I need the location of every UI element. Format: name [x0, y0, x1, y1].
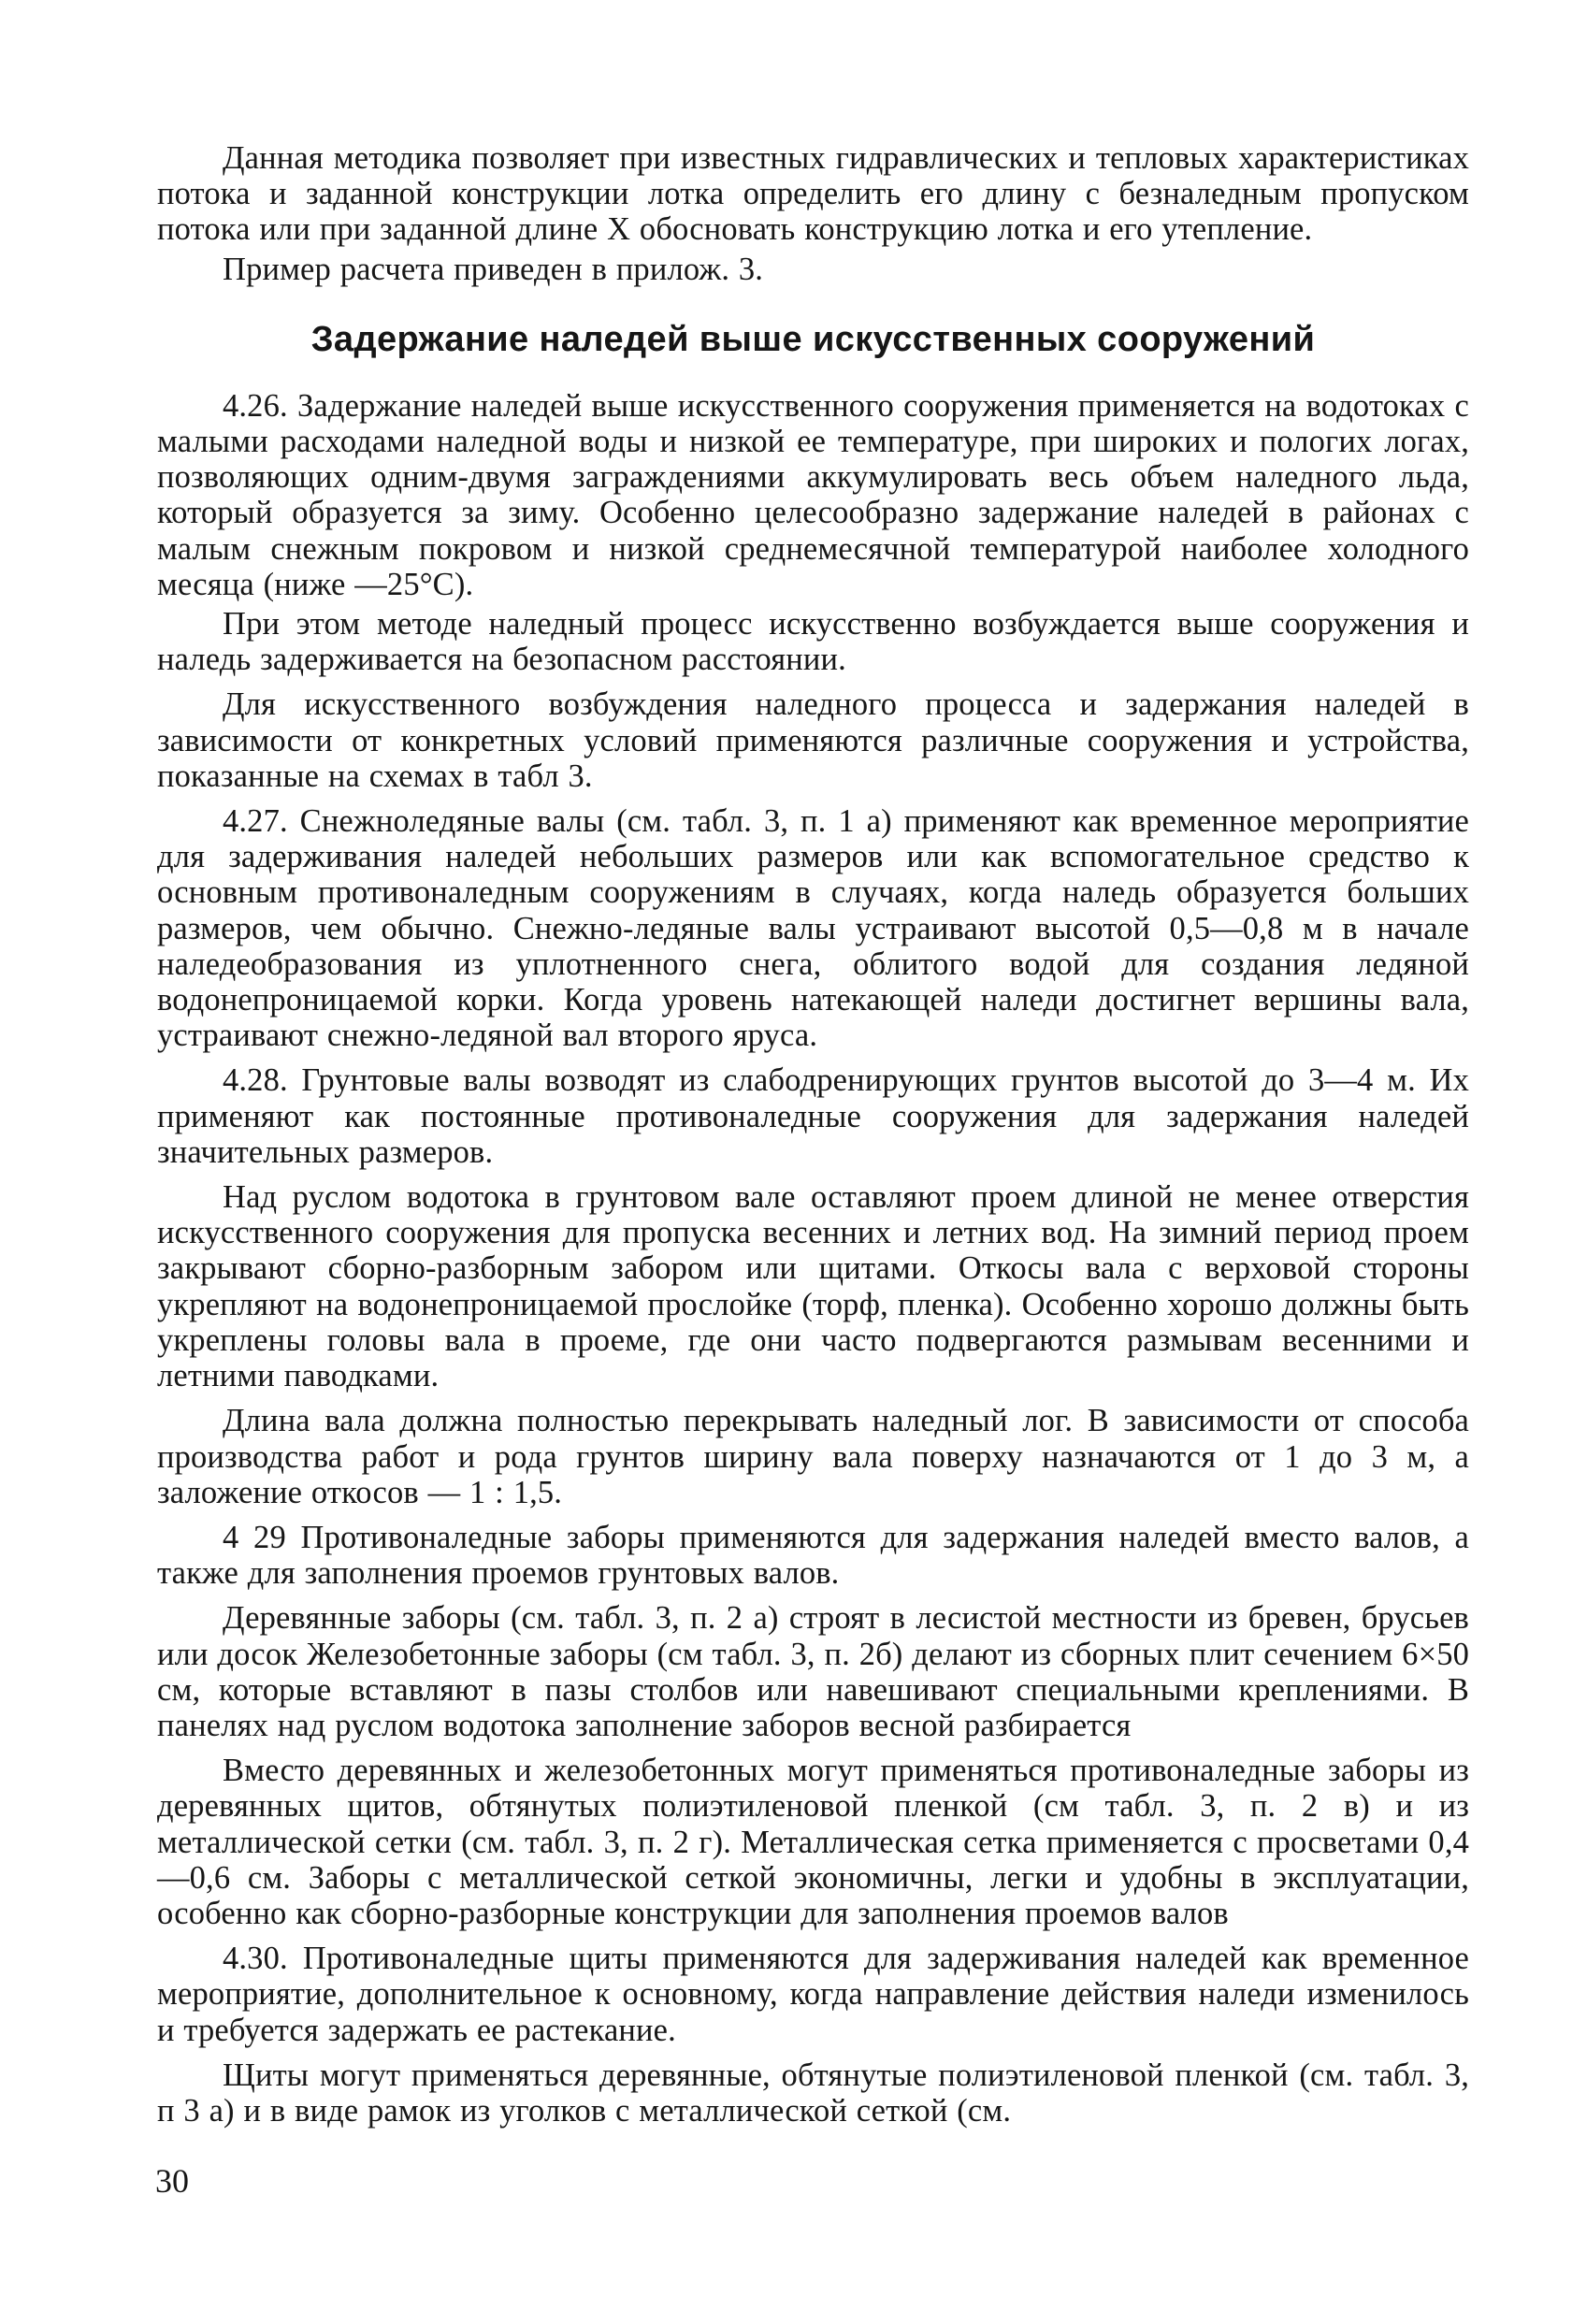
paragraph-example-reference: Пример расчета приведен в прилож. 3.: [223, 251, 764, 287]
paragraph-4-29: 4 29 Противоналедные заборы применяются для задержания наледей вместо валов, а также для заполнения проемов грунтовых валов.: [157, 1519, 1469, 1592]
paragraph-method-summary: Данная методика позволяет при известных гидравлических и тепловых характеристиках потока и заданной конструкции лотка определить его длину с безналедным пропуском потока или при заданной длине X обосновать конструкцию лотка и его утепление.: [157, 140, 1469, 248]
paragraph-alternative-fences: Вместо деревянных и железобетонных могут применяться противоналедные заборы из деревянных щитов, обтянутых полиэтиленовой пленкой (см табл. 3, п. 2 в) и из металлической сетки (см. табл. 3, п. 2 г). Металлическая сетка применяется с просветами 0,4—0,6 см. Заборы с металлической сеткой экономичны, легки и удобны в эксплуатации, особенно как сборно-разборные конструкции для заполнения проемов валов: [157, 1753, 1469, 1931]
paragraph-4-26: 4.26. Задержание наледей выше искусственного сооружения применяется на водотоках с малыми расходами наледной воды и низкой ее температуре, при широких и пологих логах, позволяющих одним-двумя заграждениями аккумулировать весь объем наледного льда, который образуется за зиму. Особенно целесообразно задержание наледей в районах с малым снежным покровом и низкой среднемесячной температурой наиболее холодного месяца (ниже —25°С).: [157, 387, 1469, 602]
paragraph-shields: Щиты могут применяться деревянные, обтянутые полиэтиленовой пленкой (см. табл. 3, п 3 а) и в виде рамок из уголков с металлической сеткой (см.: [157, 2057, 1469, 2129]
paragraph-method-note: При этом методе наледный процесс искусственно возбуждается выше сооружения и наледь задерживается на безопасном расстоянии.: [157, 606, 1469, 678]
paragraph-4-30: 4.30. Противоналедные щиты применяются для задерживания наледей как временное мероприятие, дополнительное к основному, когда направление действия наледи изменилось и требуется задержать ее растекание.: [157, 1941, 1469, 2048]
paragraph-artificial-excitation: Для искусственного возбуждения наледного процесса и задержания наледей в зависимости от конкретных условий применяются различные сооружения и устройства, показанные на схемах в табл 3.: [157, 686, 1469, 794]
paragraph-wooden-fences: Деревянные заборы (см. табл. 3, п. 2 а) строят в лесистой местности из бревен, брусьев или досок Железобетонные заборы (см табл. 3, п. 2б) делают из сборных плит сечением 6×50 см, которые вставляют в пазы столбов или навешивают специальными креплениями. В панелях над руслом водотока заполнение заборов весной разбирается: [157, 1600, 1469, 1743]
paragraph-4-28: 4.28. Грунтовые валы возводят из слабодренирующих грунтов высотой до 3—4 м. Их применяют как постоянные противоналедные сооружения для задержания наледей значительных размеров.: [157, 1062, 1469, 1170]
text-column: [157, 140, 1469, 2138]
section-heading: Задержание наледей выше искусственных сооружений: [310, 319, 1316, 359]
page-number: 30: [155, 2162, 189, 2200]
paragraph-4-27: 4.27. Снежноледяные валы (см. табл. 3, п. 1 а) применяют как временное мероприятие для задерживания наледей небольших размеров или как вспомогательное средство к основным противоналедным сооружениям в случаях, когда наледь образуется больших размеров, чем обычно. Снежно-ледяные валы устраивают высотой 0,5—0,8 м в начале наледеобразования из уплотненного снега, облитого водой для создания ледяной водонепроницаемой корки. Когда уровень натекающей наледи достигнет вершины вала, устраивают снежно-ледяной вал второго яруса.: [157, 803, 1469, 1054]
paragraph-opening-in-embankment: Над руслом водотока в грунтовом вале оставляют проем длиной не менее отверстия искусственного сооружения для пропуска весенних и летних вод. На зимний период проем закрывают сборно-разборным забором или щитами. Откосы вала с верховой стороны укрепляют на водонепроницаемой прослойке (торф, пленка). Особенно хорошо должны быть укреплены головы вала в проеме, где они часто подвергаются размывам весенними и летними паводками.: [157, 1179, 1469, 1394]
paragraph-embankment-length: Длина вала должна полностью перекрывать наледный лог. В зависимости от способа производства работ и рода грунтов ширину вала поверху назначаются от 1 до 3 м, а заложение откосов — 1 : 1,5.: [157, 1403, 1469, 1510]
